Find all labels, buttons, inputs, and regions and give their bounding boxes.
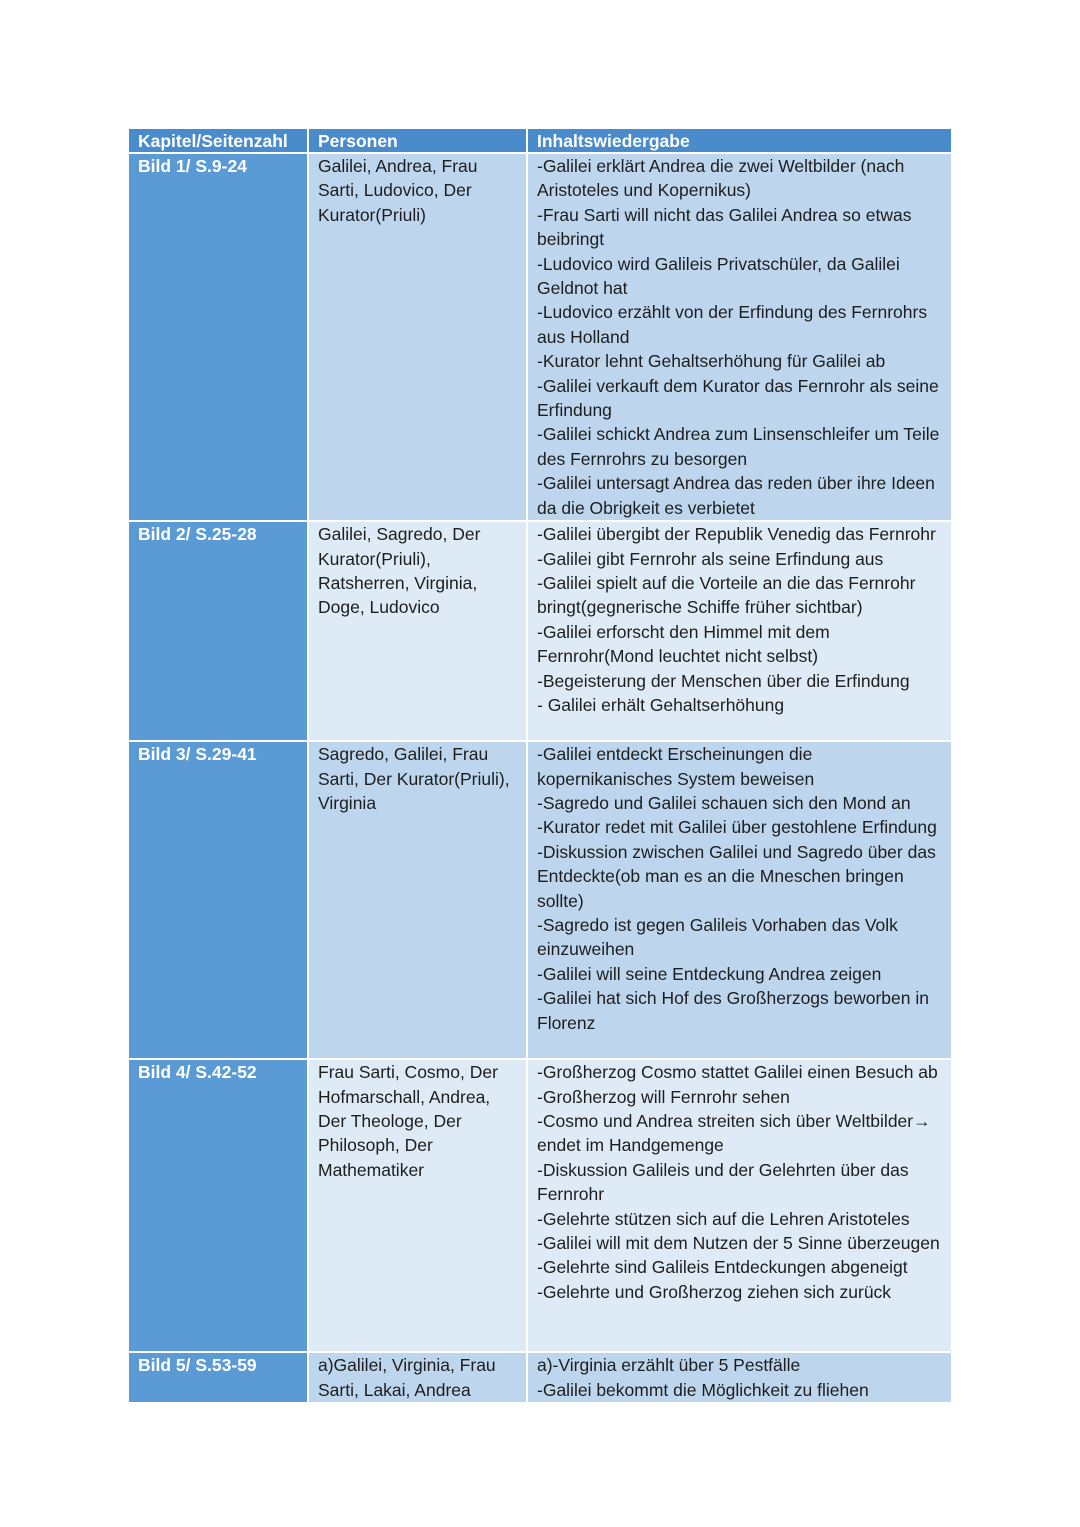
content-line: -Großherzog will Fernrohr sehen <box>537 1086 790 1107</box>
table-row <box>129 742 951 1060</box>
content-cell <box>528 1060 951 1353</box>
persons-cell: a)Galilei, Virginia, Frau Sarti, Lakai, Andrea <box>309 1353 528 1404</box>
content-line: a)-Virginia erzählt über 5 Pestfälle <box>537 1355 801 1376</box>
persons-cell: Galilei, Sagredo, Der Kurator(Priuli), Ratsherren, Virginia, Doge, Ludovico <box>309 522 528 742</box>
summary-table <box>129 129 951 1404</box>
content-line: -Sagredo ist gegen Galileis Vorhaben das Volk einzuweihen <box>537 914 898 960</box>
content-line: -Gelehrte sind Galileis Entdeckungen abgeneigt <box>537 1257 908 1278</box>
table-row <box>129 1060 951 1353</box>
content-line: -Großherzog Cosmo stattet Galilei einen Besuch ab <box>537 1062 938 1083</box>
table-row <box>129 154 951 522</box>
content-line: -Galilei will seine Entdeckung Andrea zeigen <box>537 963 882 984</box>
content-line: -Galilei untersagt Andrea das reden über ihre Ideen da die Obrigkeit es verbietet <box>537 473 935 518</box>
content-line: -Frau Sarti will nicht das Galilei Andrea so etwas beibringt <box>537 204 912 250</box>
chapter-cell: Bild 4/ S.42-52 <box>129 1060 309 1353</box>
table-row <box>129 1353 951 1404</box>
content-line: -Galilei hat sich Hof des Großherzogs beworben in Florenz <box>537 988 929 1033</box>
header-content: Inhaltswiedergabe <box>528 129 951 154</box>
chapter-cell: Bild 5/ S.53-59 <box>129 1353 309 1404</box>
chapter-cell: Bild 1/ S.9-24 <box>129 154 309 522</box>
content-line: -Galilei will mit dem Nutzen der 5 Sinne überzeugen <box>537 1232 940 1253</box>
content-line: -Galilei verkauft dem Kurator das Fernrohr als seine Erfindung <box>537 375 939 421</box>
content-line: -Galilei spielt auf die Vorteile an die das Fernrohr bringt(gegnerische Schiffe früher sichtbar) <box>537 572 916 618</box>
content-line: - Galilei erhält Gehaltserhöhung <box>537 694 785 715</box>
table-row <box>129 522 951 742</box>
content-line: -Ludovico wird Galileis Privatschüler, da Galilei Geldnot hat <box>537 253 900 299</box>
table-header <box>129 129 951 154</box>
content-line: -Gelehrte und Großherzog ziehen sich zurück <box>537 1281 892 1302</box>
content-line: -Begeisterung der Menschen über die Erfindung <box>537 670 910 691</box>
table-body <box>129 154 951 1404</box>
content-line: -Galilei erklärt Andrea die zwei Weltbilder (nach Aristoteles und Kopernikus) <box>537 156 905 201</box>
header-row <box>129 129 951 154</box>
content-cell <box>528 1353 951 1404</box>
content-cell <box>528 522 951 742</box>
content-cell <box>528 742 951 1060</box>
content-line: -Kurator lehnt Gehaltserhöhung für Galilei ab <box>537 351 886 372</box>
content-line: -Diskussion Galileis und der Gelehrten über das Fernrohr <box>537 1159 909 1205</box>
content-line: -Cosmo und Andrea streiten sich über Weltbilder→ endet im Handgemenge <box>537 1110 931 1156</box>
persons-cell: Frau Sarti, Cosmo, Der Hofmarschall, Andrea, Der Theologe, Der Philosoph, Der Mathematiker <box>309 1060 528 1353</box>
content-line: -Galilei entdeckt Erscheinungen die kopernikanisches System beweisen <box>537 744 815 789</box>
content-line: -Galilei übergibt der Republik Venedig das Fernrohr <box>537 524 936 545</box>
content-line: -Gelehrte stützen sich auf die Lehren Aristoteles <box>537 1208 910 1229</box>
content-cell <box>528 154 951 522</box>
header-persons: Personen <box>309 129 528 154</box>
header-chapter: Kapitel/Seitenzahl <box>129 129 309 154</box>
persons-cell: Galilei, Andrea, Frau Sarti, Ludovico, Der Kurator(Priuli) <box>309 154 528 522</box>
chapter-cell: Bild 3/ S.29-41 <box>129 742 309 1060</box>
persons-cell: Sagredo, Galilei, Frau Sarti, Der Kurator(Priuli), Virginia <box>309 742 528 1060</box>
content-line: -Kurator redet mit Galilei über gestohlene Erfindung <box>537 817 937 838</box>
content-line: -Galilei gibt Fernrohr als seine Erfindung aus <box>537 548 884 569</box>
content-line: -Galilei bekommt die Möglichkeit zu fliehen <box>537 1379 869 1400</box>
content-line: -Sagredo und Galilei schauen sich den Mond an <box>537 792 911 813</box>
content-line: -Galilei erforscht den Himmel mit dem Fernrohr(Mond leuchtet nicht selbst) <box>537 621 830 667</box>
chapter-cell: Bild 2/ S.25-28 <box>129 522 309 742</box>
content-line: -Diskussion zwischen Galilei und Sagredo über das Entdeckte(ob man es an die Mneschen bringen sollte) <box>537 841 936 911</box>
content-line: -Galilei schickt Andrea zum Linsenschleifer um Teile des Fernrohrs zu besorgen <box>537 424 940 469</box>
content-line: -Ludovico erzählt von der Erfindung des Fernrohrs aus Holland <box>537 302 928 347</box>
